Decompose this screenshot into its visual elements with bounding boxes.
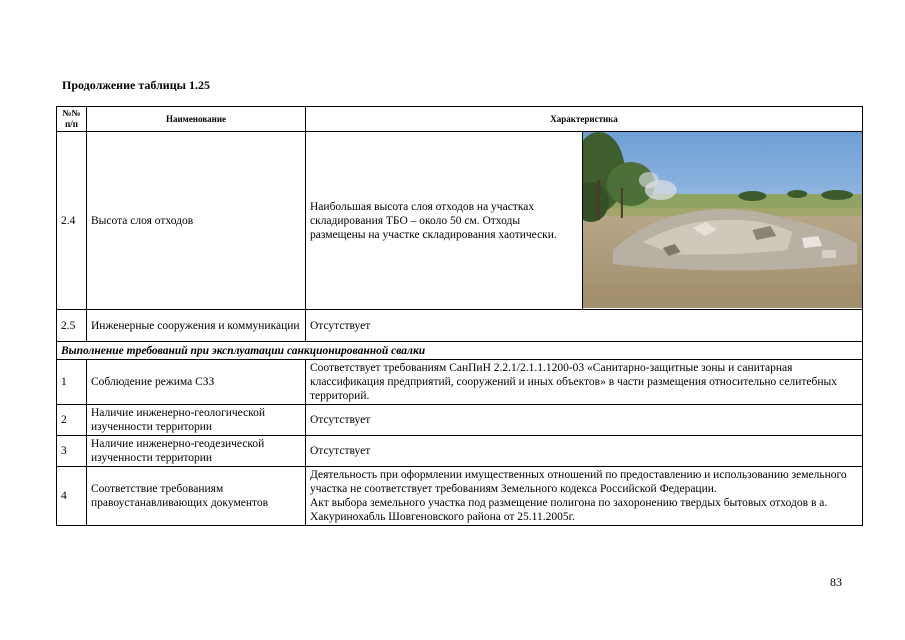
row-name: Соблюдение режима СЗЗ <box>87 360 306 405</box>
row-num: 4 <box>57 467 87 526</box>
table-row <box>57 405 863 436</box>
row-name: Наличие инженерно-геологической изученности территории <box>87 405 306 436</box>
table-row <box>57 310 863 342</box>
table-row <box>57 360 863 405</box>
row-num: 2.4 <box>57 132 87 310</box>
header-row <box>57 107 863 132</box>
row-name: Наличие инженерно-геодезической изученности территории <box>87 436 306 467</box>
row-value <box>306 467 863 526</box>
header-characteristic: Характеристика <box>306 107 863 132</box>
table-row <box>57 467 863 526</box>
section-header-row <box>57 342 863 360</box>
row-num: 2.5 <box>57 310 87 342</box>
header-num: №№ п/п <box>57 107 87 132</box>
data-table <box>56 106 863 526</box>
landfill-photo <box>583 132 862 308</box>
row-value: Соответствует требованиям СанПиН 2.2.1/2.1.1.1200-03 «Санитарно-защитные зоны и санитарная классификация предприятий, сооружений и иных объектов» в части размещения относительно селитебных территорий. <box>306 360 863 405</box>
row-value: Отсутствует <box>306 310 863 342</box>
row-num: 1 <box>57 360 87 405</box>
row-value: Отсутствует <box>306 405 863 436</box>
table-caption: Продолжение таблицы 1.25 <box>62 78 211 92</box>
row-name: Высота слоя отходов <box>87 132 306 310</box>
row-name: Соответствие требованиям правоустанавливающих документов <box>87 467 306 526</box>
photo-cell <box>583 132 863 310</box>
row-num: 2 <box>57 405 87 436</box>
table-row <box>57 132 863 310</box>
row-value-paragraph: Деятельность при оформлении имущественных отношений по предоставлению и использованию земельного участка не соответствует требованиям Земельного кодекса Российской Федерации. <box>310 469 847 495</box>
header-name: Наименование <box>87 107 306 132</box>
page-number: 83 <box>830 575 842 589</box>
row-value: Наибольшая высота слоя отходов на участках складирования ТБО – около 50 см. Отходы размещены на участке складирования хаотически. <box>306 132 583 310</box>
row-name: Инженерные сооружения и коммуникации <box>87 310 306 342</box>
row-value: Отсутствует <box>306 436 863 467</box>
table-row <box>57 436 863 467</box>
row-value-paragraph: Акт выбора земельного участка под размещение полигона по захоронению твердых бытовых отходов в а. Хакуринохабль Шовгеновского района от 25.11.2005г. <box>310 497 828 523</box>
row-num: 3 <box>57 436 87 467</box>
section-title: Выполнение требований при эксплуатации санкционированной свалки <box>57 342 863 360</box>
